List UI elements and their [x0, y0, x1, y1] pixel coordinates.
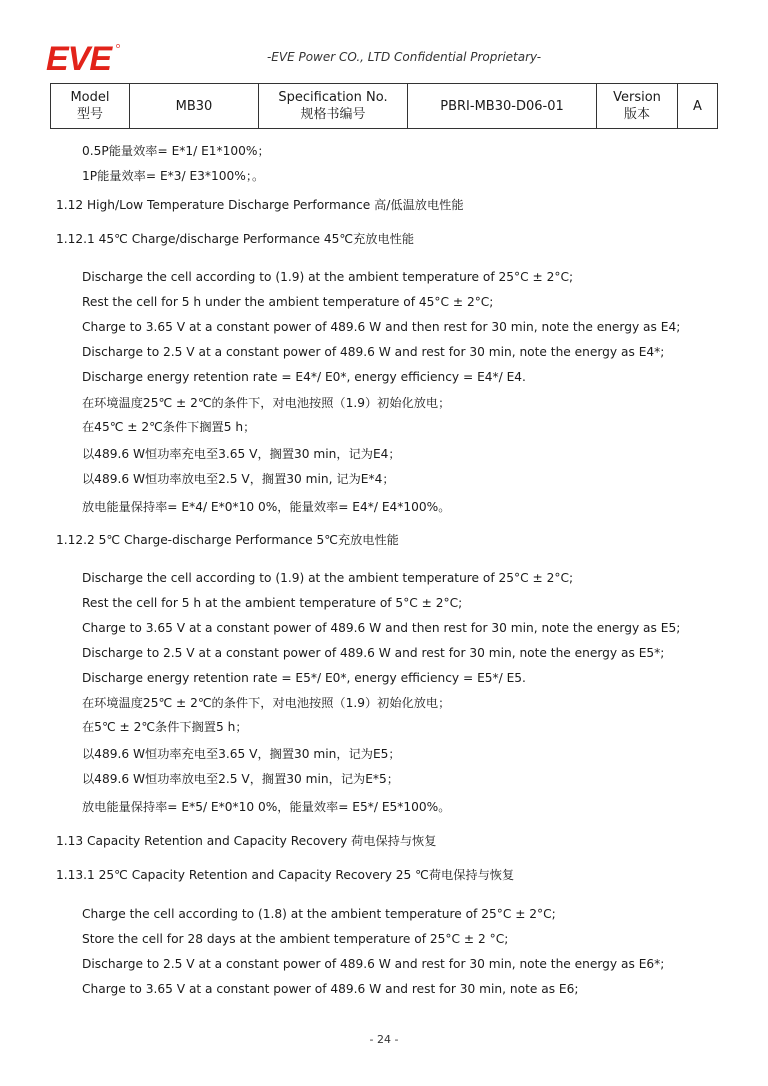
version-label-en: Version: [613, 90, 661, 105]
text-line: 在5℃ ± 2℃条件下搁置5 h；: [82, 720, 248, 734]
text-line: 在环境温度25℃ ± 2℃的条件下，对电池按照（1.9）初始化放电；: [82, 396, 451, 410]
text-line: Discharge to 2.5 V at a constant power of 489.6 W and rest for 30 min, note the energy as E5*;: [82, 646, 665, 660]
text-line: Discharge the cell according to (1.9) at the ambient temperature of 25°C ± 2°C;: [82, 571, 574, 585]
text-line: 放电能量保持率= E*4/ E*0*10 0%，能量效率= E4*/ E4*100%。: [82, 500, 451, 514]
text-line: Charge the cell according to (1.8) at the ambient temperature of 25°C ± 2°C;: [82, 907, 556, 921]
model-label-cn: 型号: [76, 107, 103, 122]
text-line: 1P能量效率= E*3/ E3*100%；。: [82, 169, 265, 183]
text-line: Charge to 3.65 V at a constant power of 489.6 W and rest for 30 min, note as E6;: [82, 982, 579, 996]
model-label-en: Model: [70, 90, 110, 105]
text-line: Discharge energy retention rate = E4*/ E0*, energy efficiency = E4*/ E4.: [82, 370, 526, 384]
company-header: -EVE Power CO., LTD Confidential Proprietary-: [266, 50, 542, 64]
section-heading: 1.13.1 25℃ Capacity Retention and Capacity Recovery 25 ℃荷电保持与恢复: [56, 868, 515, 882]
text-line: Rest the cell for 5 h under the ambient temperature of 45°C ± 2°C;: [82, 295, 494, 309]
version-value: A: [678, 84, 718, 129]
text-line: 以489.6 W恒功率放电至2.5 V，搁置30 min, 记为E*4；: [82, 472, 395, 486]
section-heading: 1.13 Capacity Retention and Capacity Recovery 荷电保持与恢复: [56, 834, 437, 848]
text-line: 以489.6 W恒功率充电至3.65 V，搁置30 min，记为E5；: [82, 747, 401, 761]
text-line: Charge to 3.65 V at a constant power of 489.6 W and then rest for 30 min, note the energy as E4;: [82, 320, 681, 334]
spec-value: PBRI-MB30-D06-01: [408, 84, 597, 129]
section-heading: 1.12 High/Low Temperature Discharge Performance 高/低温放电性能: [56, 198, 464, 212]
text-line: Store the cell for 28 days at the ambient temperature of 25°C ± 2 °C;: [82, 932, 509, 946]
spec-label-cell: [259, 84, 408, 129]
version-label-cell: [597, 84, 678, 129]
logo-text: EVE: [46, 40, 112, 76]
spec-label-cn: 规格书编号: [300, 107, 366, 122]
page-number: - 24 -: [369, 1033, 399, 1046]
text-line: 0.5P能量效率= E*1/ E1*100%；: [82, 144, 270, 158]
text-line: 以489.6 W恒功率放电至2.5 V，搁置30 min，记为E*5；: [82, 772, 399, 786]
text-line: Discharge to 2.5 V at a constant power of 489.6 W and rest for 30 min, note the energy as E6*;: [82, 957, 665, 971]
text-line: Discharge to 2.5 V at a constant power of 489.6 W and rest for 30 min, note the energy as E4*;: [82, 345, 665, 359]
spec-label-en: Specification No.: [278, 90, 388, 105]
version-label-cn: 版本: [623, 107, 650, 122]
spec-table: [50, 83, 718, 129]
model-value: MB30: [130, 84, 259, 129]
model-label-cell: [51, 84, 130, 129]
section-heading: 1.12.1 45℃ Charge/discharge Performance 45℃充放电性能: [56, 232, 415, 246]
text-line: Charge to 3.65 V at a constant power of 489.6 W and then rest for 30 min, note the energy as E5;: [82, 621, 681, 635]
text-line: 以489.6 W恒功率充电至3.65 V，搁置30 min，记为E4；: [82, 447, 401, 461]
text-line: Discharge energy retention rate = E5*/ E0*, energy efficiency = E5*/ E5.: [82, 671, 526, 685]
text-line: 在环境温度25℃ ± 2℃的条件下，对电池按照（1.9）初始化放电；: [82, 696, 451, 710]
text-line: Rest the cell for 5 h at the ambient temperature of 5°C ± 2°C;: [82, 596, 463, 610]
text-line: 在45℃ ± 2℃条件下搁置5 h；: [82, 420, 256, 434]
section-heading: 1.12.2 5℃ Charge-discharge Performance 5℃充放电性能: [56, 533, 399, 547]
text-line: Discharge the cell according to (1.9) at the ambient temperature of 25°C ± 2°C;: [82, 270, 574, 284]
text-line: 放电能量保持率= E*5/ E*0*10 0%，能量效率= E5*/ E5*100%。: [82, 800, 451, 814]
